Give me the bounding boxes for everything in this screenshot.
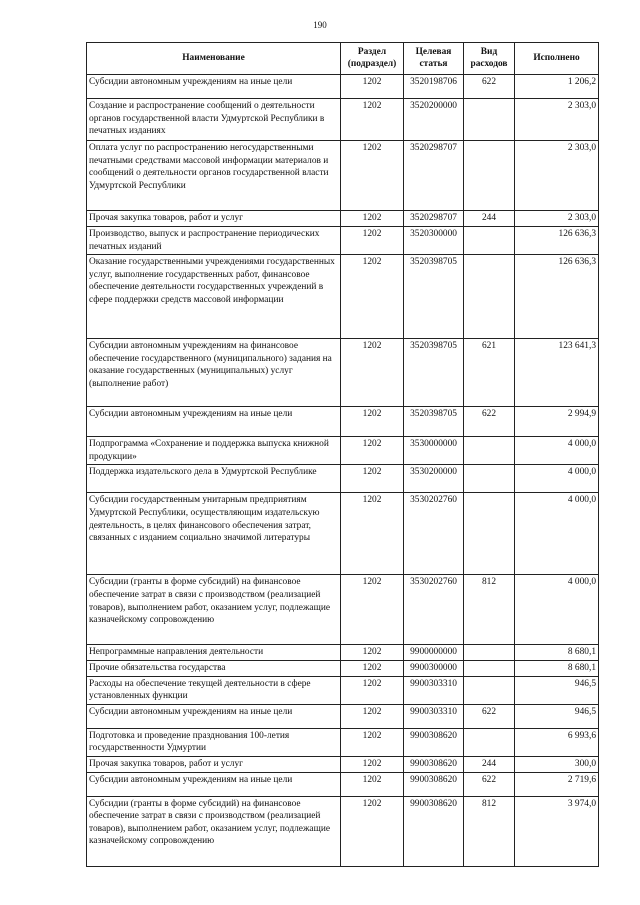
table-row — [87, 141, 599, 211]
row-amount: 8 680,1 — [515, 645, 599, 661]
row-amount: 8 680,1 — [515, 660, 599, 676]
header-kind: Вид расходов — [464, 43, 515, 75]
row-amount: 3 974,0 — [515, 796, 599, 866]
row-target: 9900308620 — [404, 756, 464, 772]
table-row — [87, 465, 599, 493]
row-target: 9900308620 — [404, 796, 464, 866]
table-row — [87, 575, 599, 645]
row-amount: 2 994,9 — [515, 407, 599, 437]
row-target: 3520298707 — [404, 211, 464, 227]
row-name: Оказание государственными учреждениями государственных услуг, выполнение государственных работ, финансовое обеспечение деятельности государственных учреждений в сфере поддержки средств массовой информации — [87, 255, 341, 339]
row-section: 1202 — [341, 728, 404, 756]
row-amount: 126 636,3 — [515, 227, 599, 255]
table-row — [87, 728, 599, 756]
row-kind — [464, 227, 515, 255]
row-name: Поддержка издательского дела в Удмуртской Республике — [87, 465, 341, 493]
row-section: 1202 — [341, 676, 404, 704]
row-amount: 4 000,0 — [515, 493, 599, 575]
row-section: 1202 — [341, 493, 404, 575]
row-target: 9900308620 — [404, 728, 464, 756]
row-kind — [464, 493, 515, 575]
row-kind: 812 — [464, 796, 515, 866]
row-target: 3520398705 — [404, 339, 464, 407]
table-row — [87, 772, 599, 796]
row-name: Субсидии (гранты в форме субсидий) на финансовое обеспечение затрат в связи с производством (реализацией товаров), выполнением работ, оказанием услуг, подлежащие казначейскому сопровождению — [87, 796, 341, 866]
row-section: 1202 — [341, 255, 404, 339]
row-amount: 4 000,0 — [515, 575, 599, 645]
row-kind: 244 — [464, 756, 515, 772]
row-amount: 4 000,0 — [515, 437, 599, 465]
row-amount: 946,5 — [515, 676, 599, 704]
row-kind — [464, 645, 515, 661]
table-row — [87, 437, 599, 465]
row-kind: 622 — [464, 407, 515, 437]
row-section: 1202 — [341, 75, 404, 99]
row-section: 1202 — [341, 211, 404, 227]
row-section: 1202 — [341, 756, 404, 772]
row-kind — [464, 676, 515, 704]
row-amount: 123 641,3 — [515, 339, 599, 407]
row-target: 9900303310 — [404, 676, 464, 704]
table-row — [87, 407, 599, 437]
row-name: Субсидии государственным унитарным предприятиям Удмуртской Республики, осуществляющим издательскую деятельность, в целях финансового обеспечения затрат, связанных с изданием социально значимой литературы — [87, 493, 341, 575]
row-name: Подпрограмма «Сохранение и поддержка выпуска книжной продукции» — [87, 437, 341, 465]
row-name: Подготовка и проведение празднования 100-летия государственности Удмуртии — [87, 728, 341, 756]
budget-table — [86, 42, 599, 867]
table-row — [87, 660, 599, 676]
row-amount: 2 303,0 — [515, 211, 599, 227]
row-section: 1202 — [341, 660, 404, 676]
row-name: Оплата услуг по распространению негосударственными печатными средствами массовой информации материалов и сообщений о деятельности органов государственной власти Удмуртской Республики — [87, 141, 341, 211]
row-kind: 622 — [464, 75, 515, 99]
row-section: 1202 — [341, 339, 404, 407]
row-kind: 812 — [464, 575, 515, 645]
row-name: Субсидии автономным учреждениям на иные цели — [87, 704, 341, 728]
table-row — [87, 339, 599, 407]
row-section: 1202 — [341, 141, 404, 211]
row-kind: 621 — [464, 339, 515, 407]
row-name: Создание и распространение сообщений о деятельности органов государственной власти Удмуртской Республики в печатных изданиях — [87, 99, 341, 141]
header-section: Раздел (подраздел) — [341, 43, 404, 75]
row-target: 3520198706 — [404, 75, 464, 99]
row-name: Непрограммные направления деятельности — [87, 645, 341, 661]
row-target: 3530200000 — [404, 465, 464, 493]
row-target: 9900303310 — [404, 704, 464, 728]
row-name: Субсидии автономным учреждениям на иные цели — [87, 407, 341, 437]
row-kind — [464, 465, 515, 493]
table-row — [87, 255, 599, 339]
row-target: 9900308620 — [404, 772, 464, 796]
table-row — [87, 211, 599, 227]
row-amount: 4 000,0 — [515, 465, 599, 493]
row-target: 3530202760 — [404, 575, 464, 645]
row-amount: 6 993,6 — [515, 728, 599, 756]
table-row — [87, 676, 599, 704]
row-name: Производство, выпуск и распространение периодических печатных изданий — [87, 227, 341, 255]
row-amount: 126 636,3 — [515, 255, 599, 339]
row-name: Субсидии автономным учреждениям на иные цели — [87, 772, 341, 796]
row-name: Расходы на обеспечение текущей деятельности в сфере установленных функции — [87, 676, 341, 704]
row-name: Прочая закупка товаров, работ и услуг — [87, 756, 341, 772]
table-row — [87, 493, 599, 575]
row-kind — [464, 660, 515, 676]
table-row — [87, 756, 599, 772]
row-amount: 300,0 — [515, 756, 599, 772]
row-name: Субсидии автономным учреждениям на финансовое обеспечение государственного (муниципального) задания на оказание государственных (муниципальных) услуг (выполнение работ) — [87, 339, 341, 407]
row-target: 3530000000 — [404, 437, 464, 465]
row-target: 3520298707 — [404, 141, 464, 211]
table-row — [87, 704, 599, 728]
page-number: 190 — [313, 20, 327, 30]
row-section: 1202 — [341, 575, 404, 645]
row-section: 1202 — [341, 704, 404, 728]
row-target: 9900300000 — [404, 660, 464, 676]
row-target: 3520398705 — [404, 407, 464, 437]
table-row — [87, 796, 599, 866]
row-section: 1202 — [341, 796, 404, 866]
row-kind — [464, 255, 515, 339]
row-name: Субсидии (гранты в форме субсидий) на финансовое обеспечение затрат в связи с производством (реализацией товаров), выполнением работ, оказанием услуг, подлежащие казначейскому сопровождению — [87, 575, 341, 645]
row-name: Субсидии автономным учреждениям на иные цели — [87, 75, 341, 99]
row-kind: 244 — [464, 211, 515, 227]
row-amount: 2 719,6 — [515, 772, 599, 796]
row-target: 3520200000 — [404, 99, 464, 141]
row-section: 1202 — [341, 99, 404, 141]
row-section: 1202 — [341, 437, 404, 465]
row-kind: 622 — [464, 704, 515, 728]
row-amount: 1 206,2 — [515, 75, 599, 99]
row-amount: 946,5 — [515, 704, 599, 728]
row-amount: 2 303,0 — [515, 141, 599, 211]
row-amount: 2 303,0 — [515, 99, 599, 141]
table-row — [87, 645, 599, 661]
table-row — [87, 227, 599, 255]
row-name: Прочие обязательства государства — [87, 660, 341, 676]
row-section: 1202 — [341, 227, 404, 255]
table-row — [87, 75, 599, 99]
row-target: 9900000000 — [404, 645, 464, 661]
header-target: Целевая статья — [404, 43, 464, 75]
header-name: Наименование — [87, 43, 341, 75]
row-kind — [464, 437, 515, 465]
row-kind — [464, 728, 515, 756]
row-target: 3530202760 — [404, 493, 464, 575]
row-target: 3520300000 — [404, 227, 464, 255]
row-name: Прочая закупка товаров, работ и услуг — [87, 211, 341, 227]
row-target: 3520398705 — [404, 255, 464, 339]
row-section: 1202 — [341, 465, 404, 493]
table-header-row — [87, 43, 599, 75]
row-kind: 622 — [464, 772, 515, 796]
table-row — [87, 99, 599, 141]
row-kind — [464, 99, 515, 141]
row-section: 1202 — [341, 645, 404, 661]
header-executed: Исполнено — [515, 43, 599, 75]
row-section: 1202 — [341, 772, 404, 796]
row-kind — [464, 141, 515, 211]
row-section: 1202 — [341, 407, 404, 437]
